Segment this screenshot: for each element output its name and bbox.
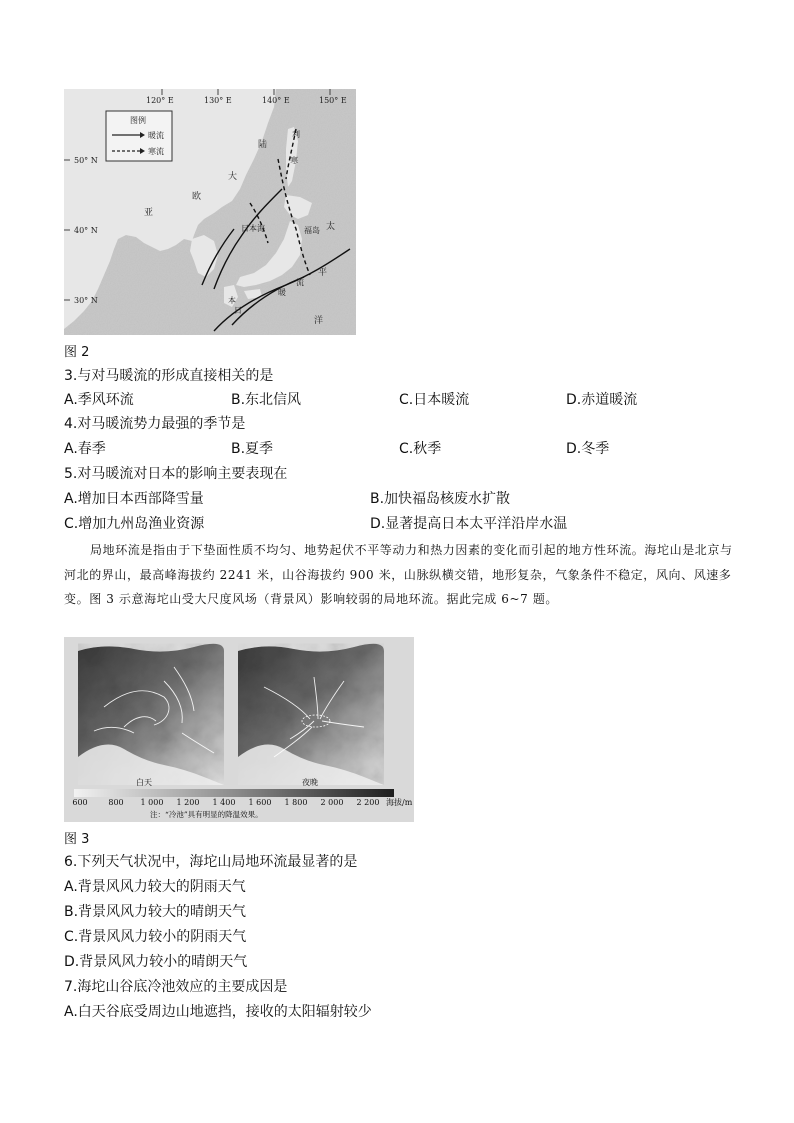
label-asia-2: 陆 <box>258 140 268 150</box>
scale-unit: 海拔/m <box>386 798 413 807</box>
q6-option-a[interactable]: A.背景风风力较大的阴雨天气 <box>64 879 246 895</box>
lat-label-40: 40° N <box>74 226 98 235</box>
scale-tick-1400: 1 400 <box>212 798 236 807</box>
scale-tick-1600: 1 600 <box>248 798 272 807</box>
panel-night-label: 夜晚 <box>302 778 318 787</box>
map-legend <box>106 111 172 161</box>
label-fukushima: 福岛 <box>304 226 320 235</box>
q6-option-b[interactable]: B.背景风风力较大的晴朗天气 <box>64 904 247 920</box>
scale-tick-800: 800 <box>108 798 124 807</box>
label-kuroshio-3: 暖 <box>278 288 286 297</box>
passage-text: 局地环流是指由于下垫面性质不均匀、地势起伏不平等动力和热力因素的变化而引起的地方性环流。海坨山是北京与河北的界山，最高峰海拔约 2241 米，山谷海拔约 900 米，山脉纵横交错，地形复杂，气象条件不稳定，风向、风速多变。图 3 示意海坨山受大尺度风场（背景风）影响较弱的局地环流。据此完成 6~7 题。 <box>64 543 733 606</box>
q4-option-c[interactable]: C.秋季 <box>399 441 442 457</box>
label-asia-3: 欧 <box>192 192 202 202</box>
q4-option-d[interactable]: D.冬季 <box>566 441 610 457</box>
panel-day <box>78 644 224 785</box>
figure3-terrain <box>64 637 414 822</box>
legend-title: 图例 <box>130 116 146 125</box>
q5-option-a[interactable]: A.增加日本西部降雪量 <box>64 491 204 507</box>
lat-label-30: 30° N <box>74 296 98 305</box>
label-kuroshio-1: 日 <box>234 306 242 315</box>
scale-tick-1000: 1 000 <box>140 798 164 807</box>
lon-label-120: 120° E <box>146 96 174 105</box>
figure3-note: 注：“冷池”具有明显的降温效果。 <box>150 810 263 819</box>
scale-tick-600: 600 <box>72 798 88 807</box>
panel-night <box>238 644 384 785</box>
elevation-scale-bar <box>74 789 394 797</box>
q5-option-b[interactable]: B.加快福岛核废水扩散 <box>370 491 511 507</box>
q3-option-c[interactable]: C.日本暖流 <box>399 392 470 408</box>
lon-label-150: 150° E <box>319 96 347 105</box>
q3-option-a[interactable]: A.季风环流 <box>64 392 134 408</box>
figure2-map <box>64 89 356 335</box>
label-asia-4: 亚 <box>144 208 154 218</box>
label-asia-1: 大 <box>228 172 238 182</box>
label-north-1: 利 <box>292 130 300 139</box>
figure3-caption: 图 3 <box>64 832 90 847</box>
q6-option-d[interactable]: D.背景风风力较小的晴朗天气 <box>64 954 248 970</box>
legend-cold: 寒流 <box>148 147 164 156</box>
label-north-2: 寒 <box>290 156 298 165</box>
q3-option-d[interactable]: D.赤道暖流 <box>566 392 638 408</box>
panel-day-label: 白天 <box>136 778 152 787</box>
q3-stem: 3.与对马暖流的形成直接相关的是 <box>64 368 274 384</box>
scale-tick-1800: 1 800 <box>284 798 308 807</box>
scale-tick-1200: 1 200 <box>176 798 200 807</box>
q5-stem: 5.对马暖流对日本的影响主要表现在 <box>64 466 288 482</box>
q4-option-a[interactable]: A.春季 <box>64 441 106 457</box>
lat-label-50: 50° N <box>74 156 98 165</box>
label-sea-of-japan: 日本海 <box>241 224 265 233</box>
label-pacific-3: 洋 <box>314 316 324 326</box>
q4-option-b[interactable]: B.夏季 <box>231 441 274 457</box>
q5-option-d[interactable]: D.显著提高日本太平洋沿岸水温 <box>370 516 568 532</box>
scale-tick-2200: 2 200 <box>356 798 380 807</box>
q3-option-b[interactable]: B.东北信风 <box>231 392 302 408</box>
label-kuroshio-2: 本 <box>228 296 236 305</box>
scale-tick-2000: 2 000 <box>320 798 344 807</box>
lon-label-130: 130° E <box>204 96 232 105</box>
label-kuroshio-4: 流 <box>296 278 304 287</box>
lon-label-140: 140° E <box>262 96 290 105</box>
label-pacific-1: 太 <box>326 222 336 232</box>
q7-stem: 7.海坨山谷底冷池效应的主要成因是 <box>64 979 288 995</box>
q6-option-c[interactable]: C.背景风风力较小的阴雨天气 <box>64 929 247 945</box>
q7-option-a[interactable]: A.白天谷底受周边山地遮挡，接收的太阳辐射较少 <box>64 1004 372 1020</box>
figure2-caption: 图 2 <box>64 345 90 360</box>
legend-warm: 暖流 <box>148 131 164 140</box>
q5-option-c[interactable]: C.增加九州岛渔业资源 <box>64 516 205 532</box>
q6-stem: 6.下列天气状况中，海坨山局地环流最显著的是 <box>64 854 358 870</box>
label-pacific-2: 平 <box>318 268 328 278</box>
q4-stem: 4.对马暖流势力最强的季节是 <box>64 416 246 432</box>
